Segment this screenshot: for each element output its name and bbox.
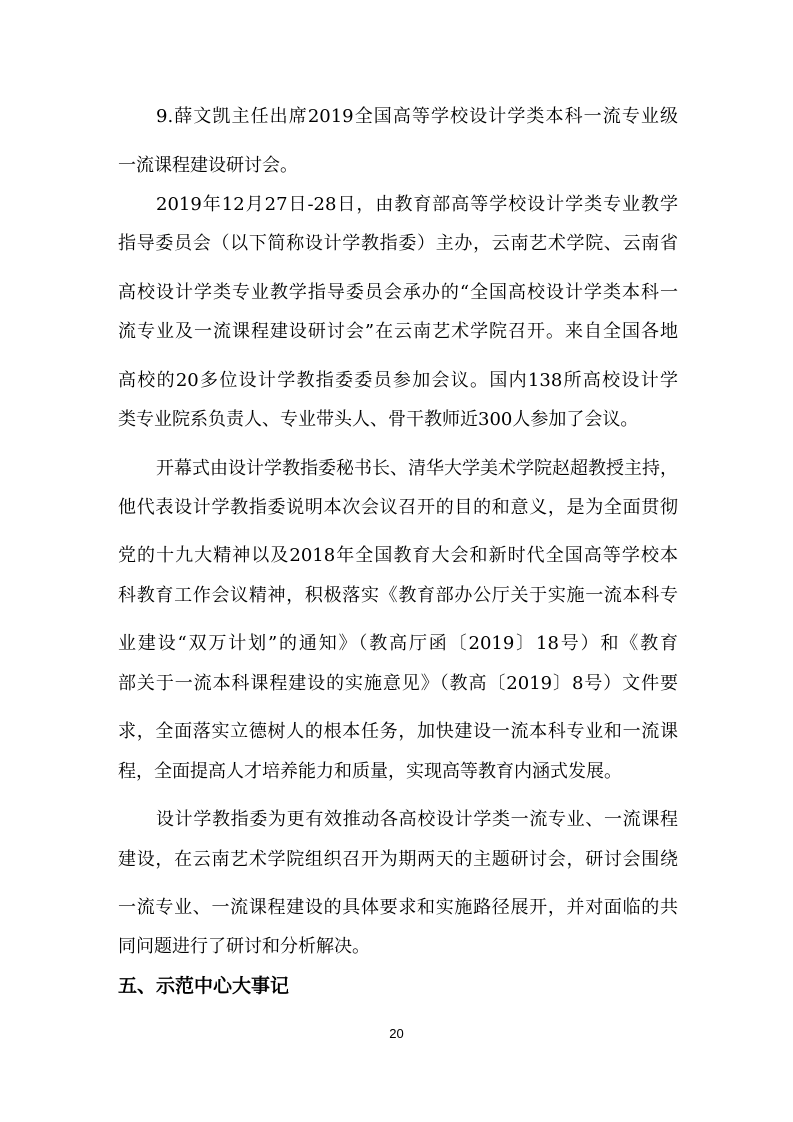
paragraph-line: 高校的20多位设计学教指委委员参加会议。国内138所高校设计学: [118, 370, 678, 391]
paragraph-line: 求，全面落实立德树人的根本任务，加快建设一流本科专业和一流课: [118, 721, 678, 742]
paragraph-line: 2019年12月27日-28日，由教育部高等学校设计学类专业教学: [156, 194, 678, 215]
paragraph-line: 一流专业、一流课程建设的具体要求和实施路径展开，并对面临的共: [118, 897, 678, 918]
paragraph-line: 设计学教指委为更有效推动各高校设计学类一流专业、一流课程: [156, 809, 678, 830]
section-heading: 五、示范中心大事记: [118, 975, 290, 997]
paragraph-line: 他代表设计学教指委说明本次会议召开的目的和意义，是为全面贯彻: [118, 497, 678, 518]
paragraph-line: 部关于一流本科课程建设的实施意见》（教高〔2019〕8号）文件要: [118, 673, 678, 694]
paragraph-line: 科教育工作会议精神，积极落实《教育部办公厅关于实施一流本科专: [118, 585, 678, 606]
paragraph-line: 9.薛文凯主任出席2019全国高等学校设计学类本科一流专业级: [156, 106, 678, 127]
paragraph-line: 一流课程建设研讨会。: [118, 155, 298, 176]
paragraph-line: 业建设“双万计划”的通知》（教高厅函〔2019〕18号）和《教育: [118, 633, 678, 654]
paragraph-line: 开幕式由设计学教指委秘书长、清华大学美术学院赵超教授主持，: [156, 458, 678, 479]
paragraph-line: 流专业及一流课程建设研讨会”在云南艺术学院召开。来自全国各地: [118, 321, 678, 342]
paragraph-line: 党的十九大精神以及2018年全国教育大会和新时代全国高等学校本: [118, 545, 678, 566]
paragraph-line: 类专业院系负责人、专业带头人、骨干教师近300人参加了会议。: [118, 409, 639, 430]
paragraph-line: 程，全面提高人才培养能力和质量，实现高等教育内涵式发展。: [118, 761, 622, 782]
paragraph-line: 建设，在云南艺术学院组织召开为期两天的主题研讨会，研讨会围绕: [118, 849, 678, 870]
page-number: 20: [389, 1026, 404, 1041]
paragraph-line: 高校设计学类专业教学指导委员会承办的“全国高校设计学类本科一: [118, 282, 678, 303]
paragraph-line: 指导委员会（以下简称设计学教指委）主办，云南艺术学院、云南省: [118, 233, 678, 254]
paragraph-line: 同问题进行了研讨和分析解决。: [118, 936, 370, 957]
